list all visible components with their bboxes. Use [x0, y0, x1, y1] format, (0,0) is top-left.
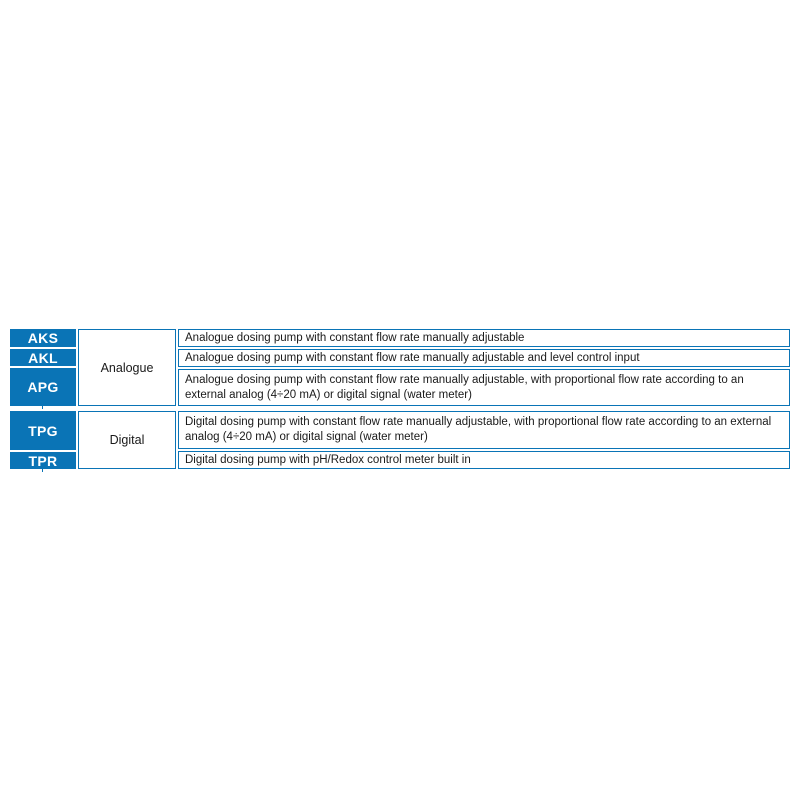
- pump-models-table: [10, 329, 790, 471]
- model-code-aks: AKS: [10, 329, 76, 347]
- divider-tick: [42, 406, 43, 409]
- model-code-tpg: TPG: [10, 411, 76, 450]
- model-description-apg: Analogue dosing pump with constant flow rate manually adjustable, with proportional flow rate according to an external analog (4÷20 mA) or digital signal (water meter): [178, 369, 790, 406]
- model-code-apg: APG: [10, 368, 76, 406]
- model-description-akl: Analogue dosing pump with constant flow rate manually adjustable and level control input: [178, 349, 790, 367]
- model-description-tpr: Digital dosing pump with pH/Redox control meter built in: [178, 451, 790, 469]
- model-description-tpg: Digital dosing pump with constant flow rate manually adjustable, with proportional flow rate according to an external analog (4÷20 mA) or digital signal (water meter): [178, 411, 790, 449]
- model-code-tpr: TPR: [10, 452, 76, 469]
- group-label-analogue: Analogue: [78, 329, 176, 406]
- group-label-digital: Digital: [78, 411, 176, 469]
- model-description-aks: Analogue dosing pump with constant flow rate manually adjustable: [178, 329, 790, 347]
- divider-tick: [42, 469, 43, 472]
- model-code-akl: AKL: [10, 349, 76, 366]
